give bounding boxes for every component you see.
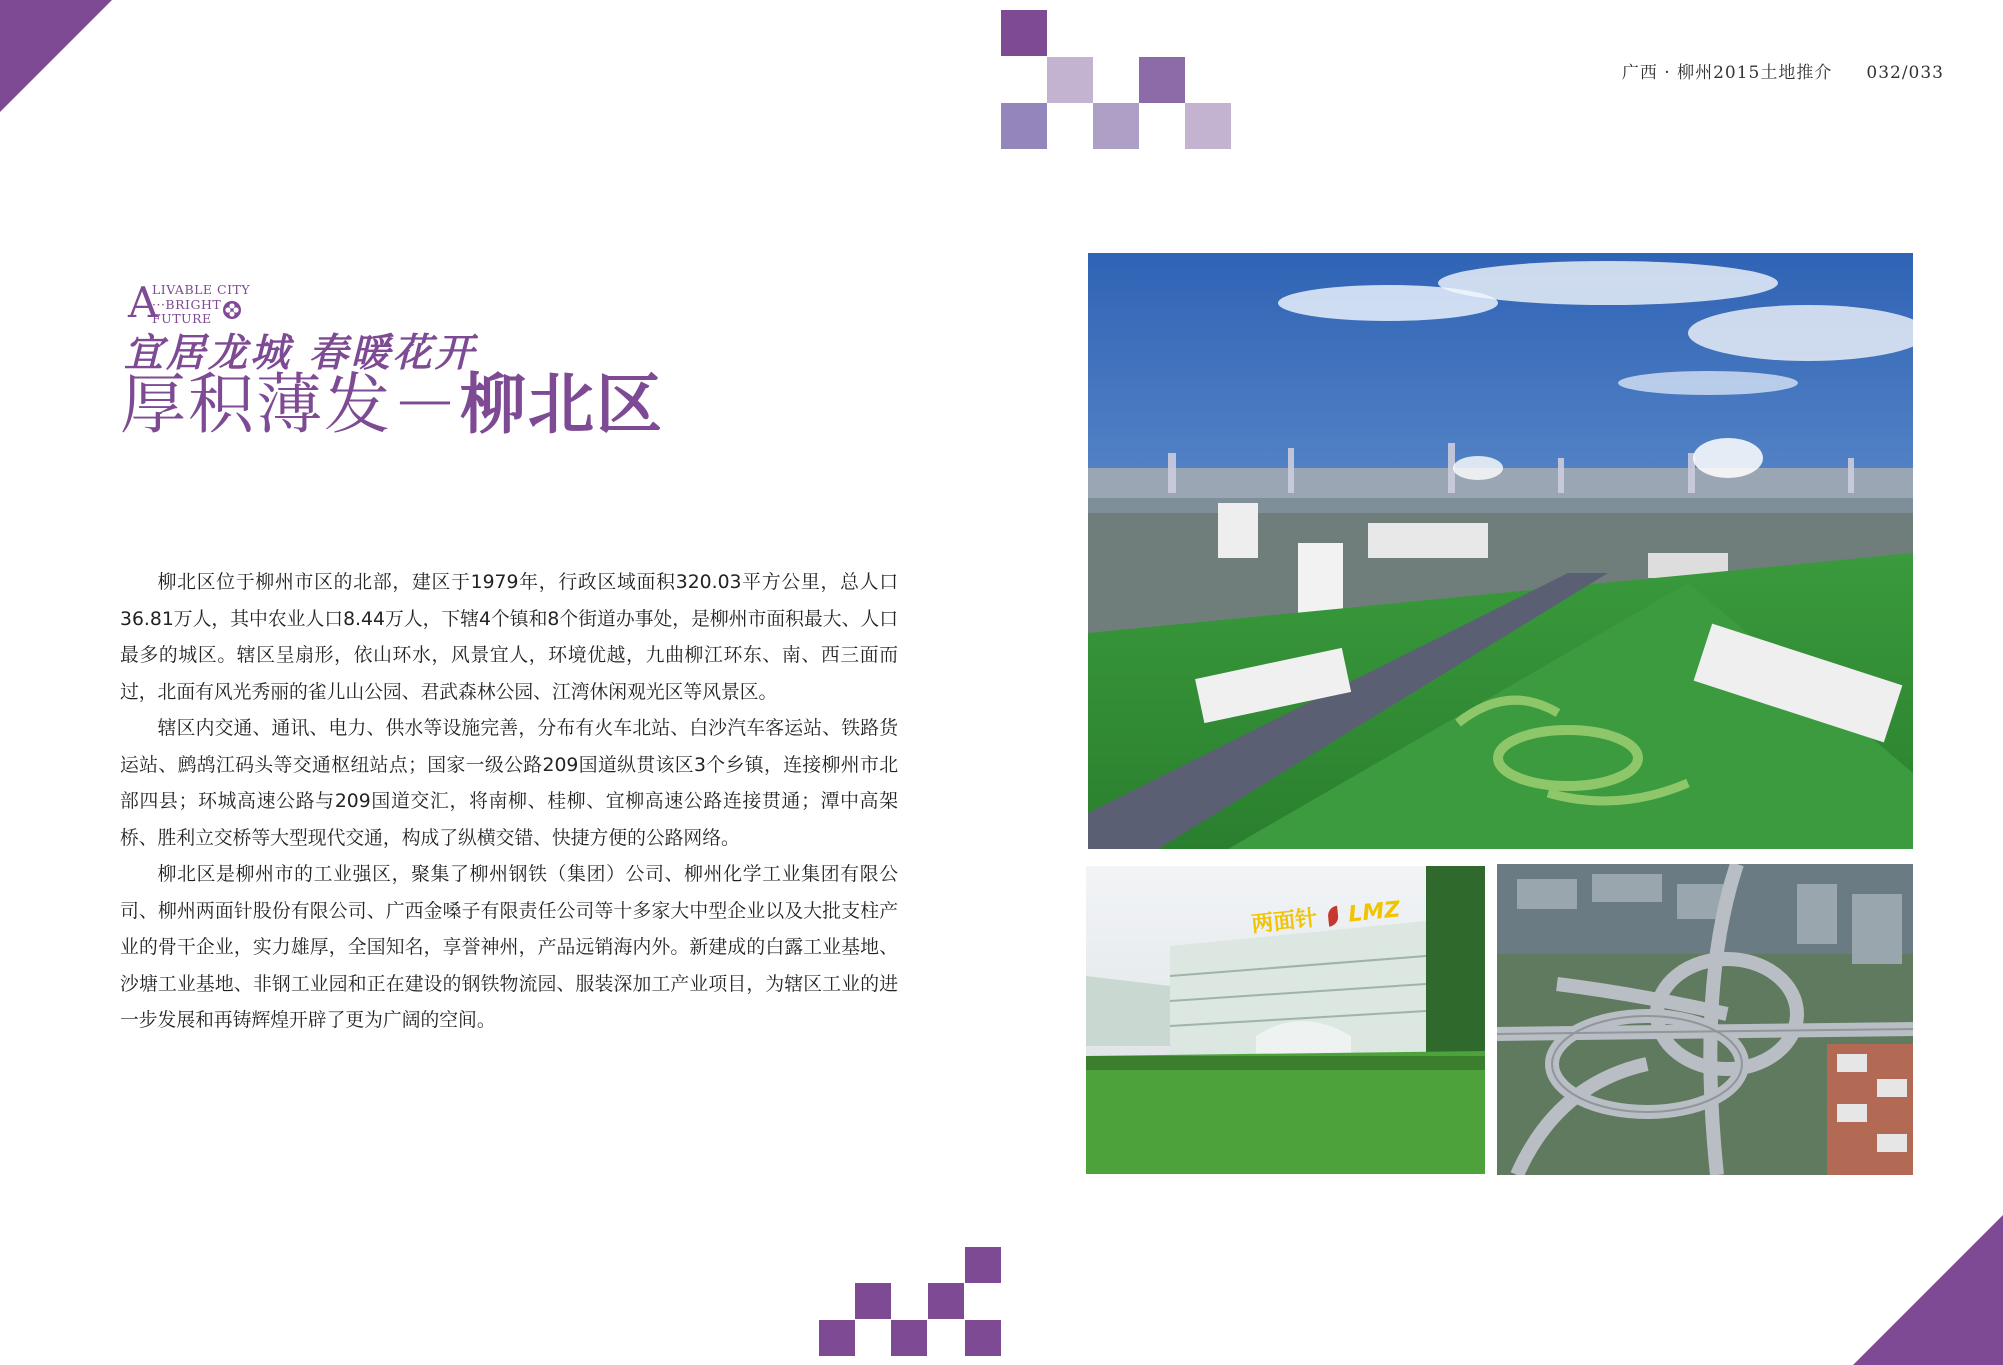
logo-letter: A [128, 278, 159, 327]
district-name: 柳北区 [460, 366, 664, 443]
publication-title: 广西 · 柳州2015土地推介 [1621, 63, 1833, 83]
page-numbers: 032/033 [1866, 63, 1944, 83]
factory-sign-cn: 两面针 [1250, 905, 1319, 938]
factory-sign-en: LMZ [1347, 897, 1402, 928]
paragraph: 柳北区位于柳州市区的北部，建区于1979年，行政区域面积320.03平方公里，总人口36.81万人，其中农业人口8.44万人，下辖4个镇和8个街道办事处，是柳州市面积最大、人口最多的城区。辖区呈扇形，依山环水，风景宜人，环境优越，九曲柳江环东、南、西三面而过，北面有风光秀丽的雀儿山公园、君武森林公园、江湾休闲观光区等风景区。 [120, 572, 898, 703]
decor-square [1093, 103, 1139, 149]
decor-square [965, 1320, 1001, 1356]
logo-line: LIVABLE CITY [152, 282, 251, 297]
paragraph: 柳北区是柳州市的工业强区，聚集了柳州钢铁（集团）公司、柳州化学工业集团有限公司、柳州两面针股份有限公司、广西金嗓子有限责任公司等十多家大中型企业以及大批支柱产业的骨干企业，实力雄厚，全国知名，享誉神州，产品远销海内外。新建成的白露工业基地、沙塘工业基地、非钢工业园和正在建设的钢铁物流园、服装深加工产业项目，为辖区工业的进一步发展和再铸辉煌开辟了更为广阔的空间。 [120, 864, 898, 1031]
decor-square [965, 1247, 1001, 1283]
decor-square [1185, 103, 1231, 149]
running-header [1622, 58, 1944, 83]
decor-square [891, 1320, 927, 1356]
decor-square [1001, 10, 1047, 56]
decor-square [819, 1320, 855, 1356]
logo-line: ···BRIGHT [152, 296, 222, 312]
paragraph: 辖区内交通、通讯、电力、供水等设施完善，分布有火车北站、白沙汽车客运站、铁路货运站、鹧鸪江码头等交通枢纽站点；国家一级公路209国道纵贯该区3个乡镇，连接柳州市北部四县；环城高速公路与209国道交汇，将南柳、桂柳、宜柳高速公路连接贯通；潭中高架桥、胜利立交桥等大型现代交通，构成了纵横交错、快捷方便的公路网络。 [120, 718, 898, 849]
page-title [120, 366, 664, 443]
flower-icon [222, 300, 242, 320]
photo-lmz-factory [1086, 866, 1485, 1174]
decor-square [855, 1283, 891, 1319]
decor-square [1139, 57, 1185, 103]
corner-triangle-bottom-right [1853, 1215, 2003, 1365]
body-text [120, 565, 898, 1040]
corner-triangle-top-left [0, 0, 112, 112]
decor-square [1047, 57, 1093, 103]
photo-highway-interchange [1497, 864, 1913, 1175]
decor-square [928, 1283, 964, 1319]
title-prefix: 厚积薄发－ [120, 366, 460, 443]
decor-square [1001, 103, 1047, 149]
logo-line: FUTURE [152, 311, 212, 326]
leaf-icon [1327, 906, 1339, 927]
photo-aerial-district [1088, 253, 1913, 849]
slogan: 宜居龙城 春暖花开 [124, 330, 477, 376]
